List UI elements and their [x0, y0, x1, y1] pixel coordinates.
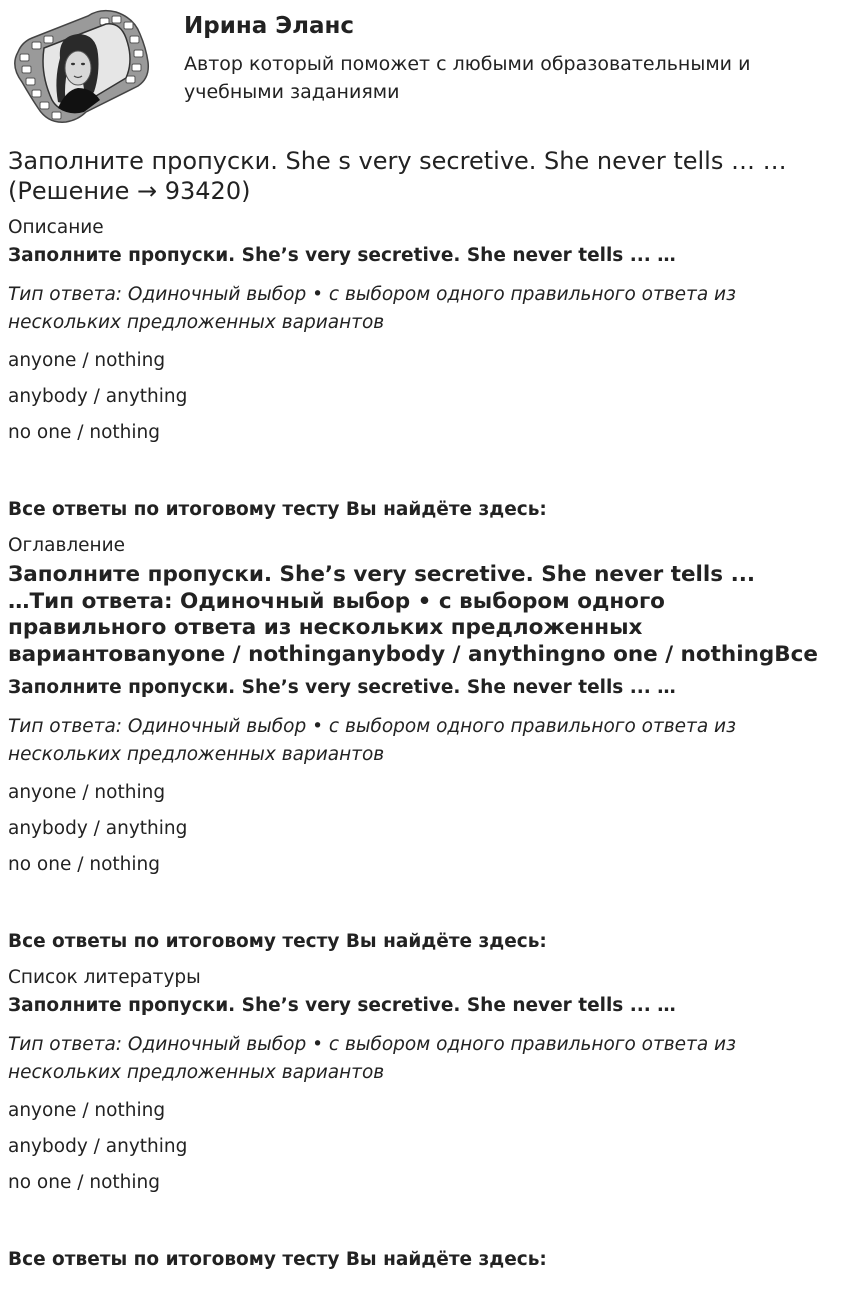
- question-title: Заполните пропуски. She’s very secretive. She never tells ... …: [8, 677, 676, 698]
- author-avatar: [8, 8, 150, 126]
- question-title: Заполните пропуски. She’s very secretive. She never tells ... …: [8, 245, 676, 266]
- all-answers-text: Все ответы по итоговому тесту Вы найдёте здесь:: [8, 1249, 547, 1270]
- answer-option: anyone / nothing: [8, 350, 166, 371]
- all-answers-text: Все ответы по итоговому тесту Вы найдёте здесь:: [8, 499, 547, 520]
- question-answer-type: Тип ответа: Одиночный выбор • с выбором одного правильного ответа из нескольких предложенных вариантов: [8, 1034, 736, 1083]
- answer-option: anybody / anything: [8, 818, 188, 839]
- toc-label: Оглавление: [8, 535, 126, 556]
- toc-heading-line: вариантовanyone / nothinganybody / anythingno one / nothingВсе: [8, 641, 818, 667]
- description-label: Описание: [8, 217, 104, 238]
- answer-option: anybody / anything: [8, 386, 188, 407]
- answer-option: no one / nothing: [8, 854, 160, 875]
- question-title: Заполните пропуски. She’s very secretive. She never tells ... …: [8, 995, 676, 1016]
- author-bio: Автор который поможет с любыми образовательными и учебными заданиями: [184, 53, 751, 103]
- all-answers-text: Все ответы по итоговому тесту Вы найдёте здесь:: [8, 931, 547, 952]
- toc-heading-line: Заполните пропуски. She’s very secretive. She never tells ...: [8, 562, 756, 587]
- question-answer-type: Тип ответа: Одиночный выбор • с выбором одного правильного ответа из нескольких предложенных вариантов: [8, 716, 736, 765]
- question-answer-type: Тип ответа: Одиночный выбор • с выбором одного правильного ответа из нескольких предложенных вариантов: [8, 284, 736, 333]
- author-name: Ирина Эланс: [184, 13, 355, 39]
- toc-heading: [8, 562, 840, 668]
- answer-option: no one / nothing: [8, 1172, 160, 1193]
- answer-option: anyone / nothing: [8, 782, 166, 803]
- bibliography-label: Список литературы: [8, 967, 201, 988]
- answer-option: anybody / anything: [8, 1136, 188, 1157]
- toc-heading-line: …Тип ответа: Одиночный выбор • с выбором одного: [8, 588, 665, 614]
- toc-heading-line: правильного ответа из нескольких предложенных: [8, 615, 643, 640]
- page-title: Заполните пропуски. She s very secretive. She never tells … … (Решение → 93420): [8, 147, 787, 205]
- answer-option: no one / nothing: [8, 422, 160, 443]
- author-header: [0, 0, 847, 140]
- answer-option: anyone / nothing: [8, 1100, 166, 1121]
- main-content: [8, 146, 840, 1272]
